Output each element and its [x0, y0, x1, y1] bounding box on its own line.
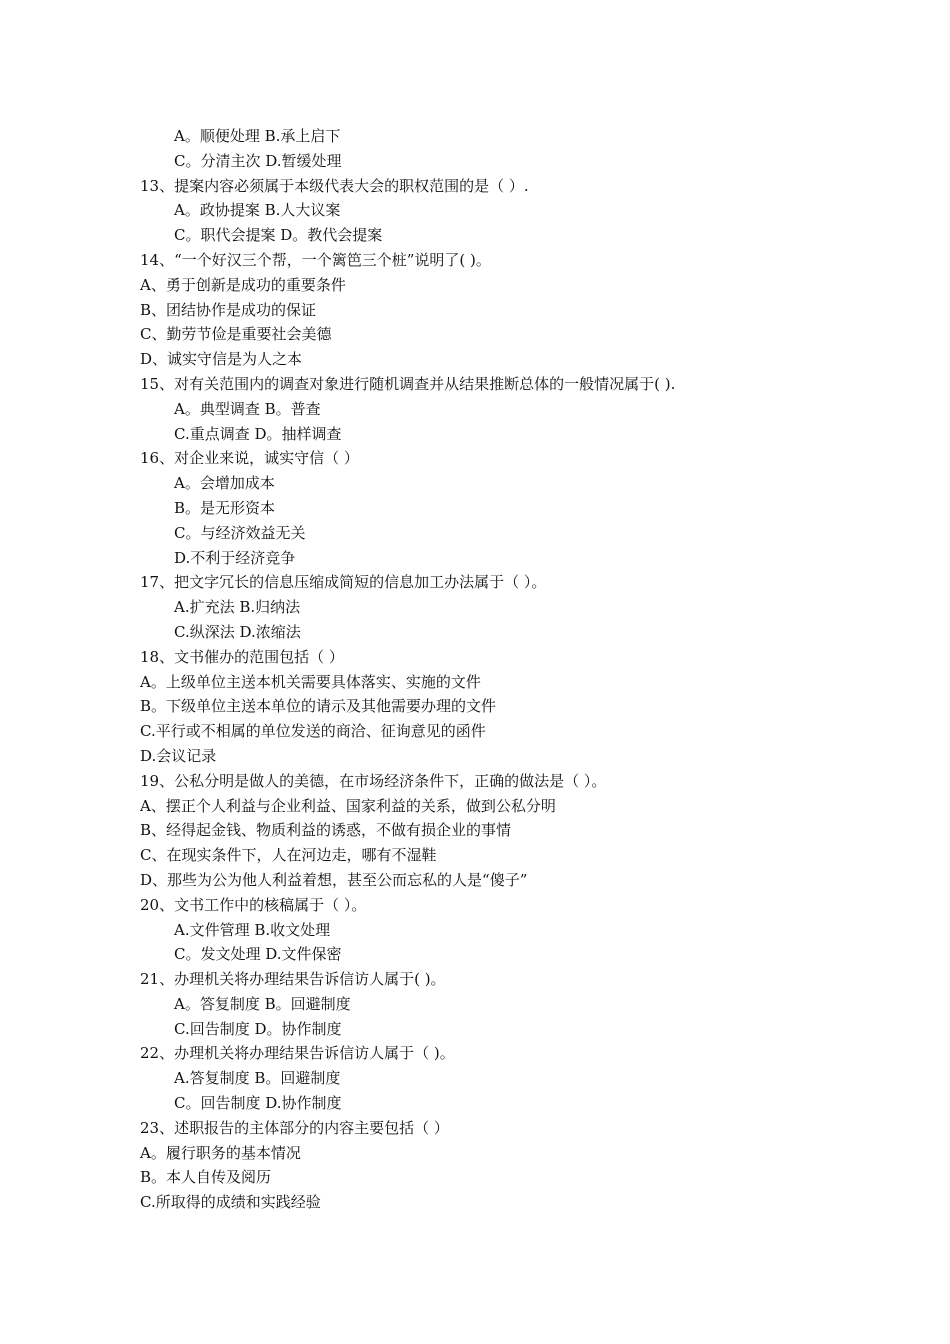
question-line: 18、文书催办的范围包括（ ） [140, 647, 344, 666]
question-line: 19、公私分明是做人的美德，在市场经济条件下，正确的做法是（ ）。 [140, 771, 607, 790]
question-line: 16、对企业来说，诚实守信（ ） [140, 449, 359, 468]
option-line: B。是无形资本 [174, 498, 276, 517]
option-line: C。回告制度 D.协作制度 [174, 1094, 342, 1113]
option-line: A。顺便处理 B.承上启下 [174, 127, 341, 145]
option-line: C。发文处理 D.文件保密 [174, 945, 342, 964]
option-line: A。政协提案 B.人大议案 [174, 201, 341, 220]
question-line: 14、“一个好汉三个帮，一个篱笆三个桩”说明了( )。 [140, 250, 491, 269]
question-line: D、那些为公为他人利益着想，甚至公而忘私的人是“傻子” [140, 870, 528, 889]
option-line: C.回告制度 D。协作制度 [174, 1019, 342, 1038]
question-line: 22、办理机关将办理结果告诉信访人属于（ )。 [140, 1044, 455, 1063]
question-line: C.平行或不相属的单位发送的商洽、征询意见的函件 [140, 722, 486, 741]
option-line: C.重点调查 D。抽样调查 [174, 424, 342, 443]
question-line: 15、对有关范围内的调查对象进行随机调查并从结果推断总体的一般情况属于( ). [140, 374, 676, 393]
option-line: C。与经济效益无关 [174, 523, 306, 542]
question-list [0, 124, 950, 1215]
option-line: A。典型调查 B。普查 [174, 399, 321, 418]
question-line: A。上级单位主送本机关需要具体落实、实施的文件 [140, 672, 481, 691]
option-line: A.文件管理 B.收文处理 [174, 920, 331, 939]
question-line: 23、述职报告的主体部分的内容主要包括（ ） [140, 1118, 449, 1137]
option-line: C.纵深法 D.浓缩法 [174, 622, 301, 641]
question-line: A、勇于创新是成功的重要条件 [140, 275, 346, 294]
question-line: 20、文书工作中的核稿属于（ ）。 [140, 895, 367, 914]
question-line: C、勤劳节俭是重要社会美德 [140, 325, 332, 344]
question-line: 17、把文字冗长的信息压缩成简短的信息加工办法属于（ ）。 [140, 573, 547, 592]
option-line: C。分清主次 D.暂缓处理 [174, 151, 342, 170]
question-line: D.会议记录 [140, 746, 217, 765]
option-line: C。职代会提案 D。教代会提案 [174, 226, 383, 245]
question-line: A、摆正个人利益与企业利益、国家利益的关系，做到公私分明 [140, 796, 556, 815]
question-line: B。本人自传及阅历 [140, 1168, 272, 1187]
option-line: A.扩充法 B.归纳法 [174, 598, 301, 617]
question-line: A。履行职务的基本情况 [140, 1143, 301, 1162]
question-line: B、经得起金钱、物质利益的诱惑，不做有损企业的事情 [140, 821, 512, 840]
question-line: B。下级单位主送本单位的请示及其他需要办理的文件 [140, 697, 497, 716]
question-line: C、在现实条件下，人在河边走，哪有不湿鞋 [140, 846, 437, 865]
question-line: D、诚实守信是为人之本 [140, 350, 303, 369]
question-line: B、团结协作是成功的保证 [140, 300, 317, 319]
question-line: 21、办理机关将办理结果告诉信访人属于( )。 [140, 970, 446, 989]
option-line: A。答复制度 B。回避制度 [174, 994, 351, 1013]
question-line: C.所取得的成绩和实践经验 [140, 1193, 321, 1212]
option-line: A。会增加成本 [174, 474, 275, 493]
question-line: 13、提案内容必须属于本级代表大会的职权范围的是（ ）. [140, 176, 529, 195]
option-line: A.答复制度 B。回避制度 [174, 1069, 341, 1088]
option-line: D.不利于经济竞争 [174, 548, 296, 567]
